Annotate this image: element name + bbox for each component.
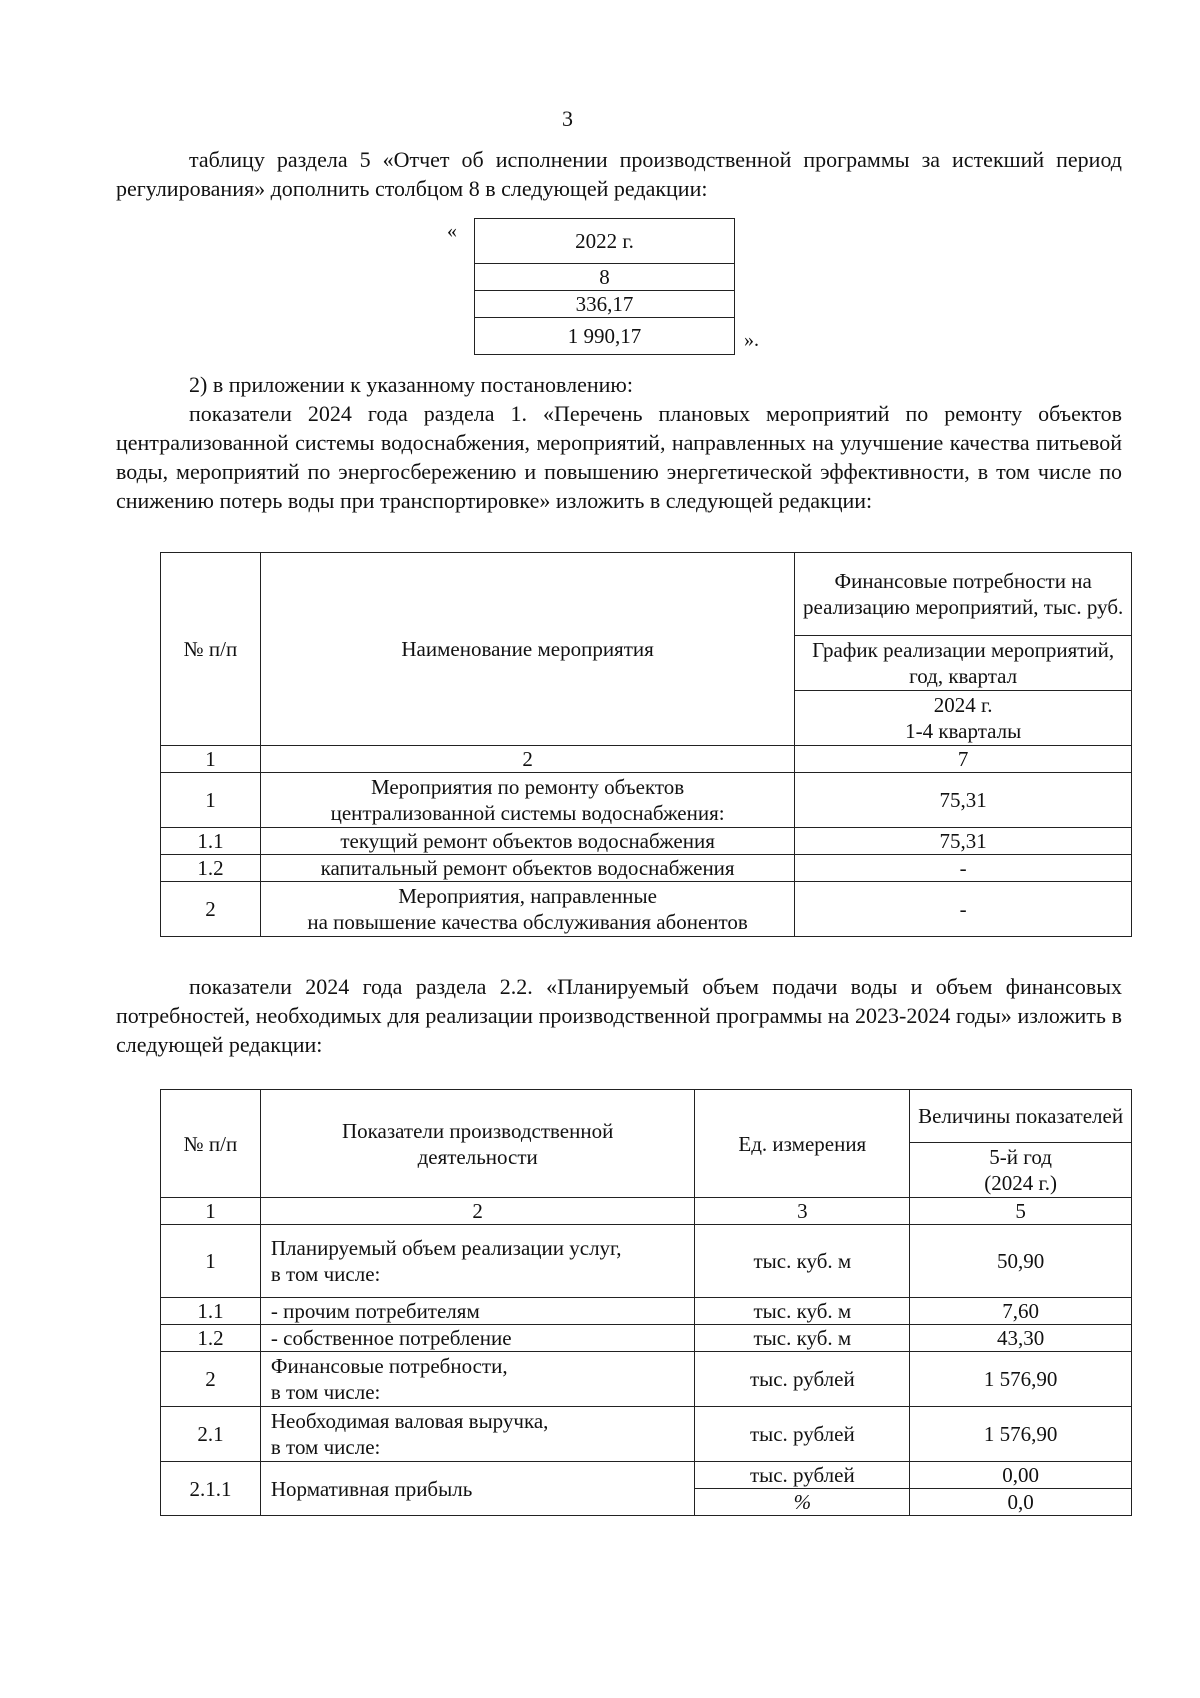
table-row: [161, 1462, 1132, 1489]
table-row: [161, 828, 1132, 855]
row-unit: тыс. рублей: [695, 1352, 910, 1407]
row-value: 75,31: [795, 773, 1132, 828]
table-row: [161, 1225, 1132, 1298]
quote-close: ».: [744, 329, 759, 351]
num-cell: 5: [910, 1198, 1132, 1225]
column8-header: 2022 г.: [475, 219, 735, 264]
page-number: 3: [562, 106, 573, 131]
row-name: Финансовые потребности, в том числе:: [260, 1352, 695, 1407]
table-row: [161, 773, 1132, 828]
row-no: 2.1: [161, 1407, 261, 1462]
table-row: [161, 1407, 1132, 1462]
num-cell: 3: [695, 1198, 910, 1225]
row-name: Нормативная прибыль: [260, 1462, 695, 1516]
quote-open: «: [447, 220, 457, 242]
row-name: капитальный ремонт объектов водоснабжения: [260, 855, 794, 882]
row-no: 1.2: [161, 855, 261, 882]
col-header-unit: Ед. измерения: [695, 1090, 910, 1198]
row-value: 75,31: [795, 828, 1132, 855]
num-cell: 1: [161, 1198, 261, 1225]
item2-paragraph: 2) в приложении к указанному постановлению:: [189, 372, 633, 397]
column8-number: 8: [475, 264, 735, 291]
row-no: 1.1: [161, 1298, 261, 1325]
table-row: [161, 1352, 1132, 1407]
col-header-indicators: Показатели производственной деятельности: [260, 1090, 695, 1198]
row-value: 0,00: [910, 1462, 1132, 1489]
row-no: 2.1.1: [161, 1462, 261, 1516]
table-row: [161, 1325, 1132, 1352]
row-value: 7,60: [910, 1298, 1132, 1325]
row-name: Мероприятия, направленные на повышение качества обслуживания абонентов: [260, 882, 794, 937]
row-value: 50,90: [910, 1225, 1132, 1298]
indicators-table: [160, 1089, 1132, 1516]
col-header-no: № п/п: [161, 553, 261, 746]
section1-paragraph: показатели 2024 года раздела 1. «Перечень плановых мероприятий по ремонту объектов централизованной системы водоснабжения, мероприятий, направленных на улучшение качества питьевой воды, мероприятий по энергосбережению и повышению энергетической эффективности, в том числе по снижению потерь воды при транспортировке» изложить в следующей редакции:: [116, 401, 1122, 513]
section22-paragraph: показатели 2024 года раздела 2.2. «Планируемый объем подачи воды и объем финансовых потребностей, необходимых для реализации производственной программы на 2023-2024 годы» изложить в следующей редакции:: [116, 974, 1122, 1057]
row-no: 2: [161, 1352, 261, 1407]
row-unit: тыс. куб. м: [695, 1325, 910, 1352]
num-cell: 7: [795, 746, 1132, 773]
column8-value: 1 990,17: [475, 318, 735, 355]
row-no: 1: [161, 1225, 261, 1298]
row-name: - собственное потребление: [260, 1325, 695, 1352]
period-quarters: 1-4 кварталы: [905, 719, 1022, 743]
table-row: [161, 855, 1132, 882]
row-name: Мероприятия по ремонту объектов централизованной системы водоснабжения:: [260, 773, 794, 828]
row-name: текущий ремонт объектов водоснабжения: [260, 828, 794, 855]
row-value: -: [795, 882, 1132, 937]
row-unit: тыс. рублей: [695, 1462, 910, 1489]
row-value: 43,30: [910, 1325, 1132, 1352]
row-no: 1: [161, 773, 261, 828]
row-value: 0,0: [910, 1489, 1132, 1516]
row-value: 1 576,90: [910, 1352, 1132, 1407]
table-row: [161, 882, 1132, 937]
num-cell: 2: [260, 746, 794, 773]
row-unit: тыс. куб. м: [695, 1298, 910, 1325]
num-cell: 2: [260, 1198, 695, 1225]
num-cell: 1: [161, 746, 261, 773]
intro-paragraph: таблицу раздела 5 «Отчет об исполнении производственной программы за истекший период регулирования» дополнить столбцом 8 в следующей редакции:: [116, 147, 1122, 201]
col-header-fin: Финансовые потребности на реализацию мероприятий, тыс. руб.: [795, 553, 1132, 636]
row-name: Планируемый объем реализации услуг, в том числе:: [260, 1225, 695, 1298]
row-no: 2: [161, 882, 261, 937]
column8-value: 336,17: [475, 291, 735, 318]
row-unit: %: [695, 1489, 910, 1516]
col-header-period: [795, 691, 1132, 746]
table-row: [161, 1298, 1132, 1325]
row-unit: тыс. рублей: [695, 1407, 910, 1462]
row-value: -: [795, 855, 1132, 882]
period-year: 2024 г.: [933, 693, 993, 717]
col-header-name: Наименование мероприятия: [260, 553, 794, 746]
column8-table: [474, 218, 735, 355]
col-header-year: 5-й год (2024 г.): [910, 1143, 1132, 1198]
col-header-values: Величины показателей: [910, 1090, 1132, 1143]
col-header-no: № п/п: [161, 1090, 261, 1198]
row-value: 1 576,90: [910, 1407, 1132, 1462]
row-name: - прочим потребителям: [260, 1298, 695, 1325]
measures-table: [160, 552, 1132, 937]
row-name: Необходимая валовая выручка, в том числе:: [260, 1407, 695, 1462]
row-unit: тыс. куб. м: [695, 1225, 910, 1298]
col-header-schedule: График реализации мероприятий, год, квартал: [795, 636, 1132, 691]
row-no: 1.1: [161, 828, 261, 855]
row-no: 1.2: [161, 1325, 261, 1352]
